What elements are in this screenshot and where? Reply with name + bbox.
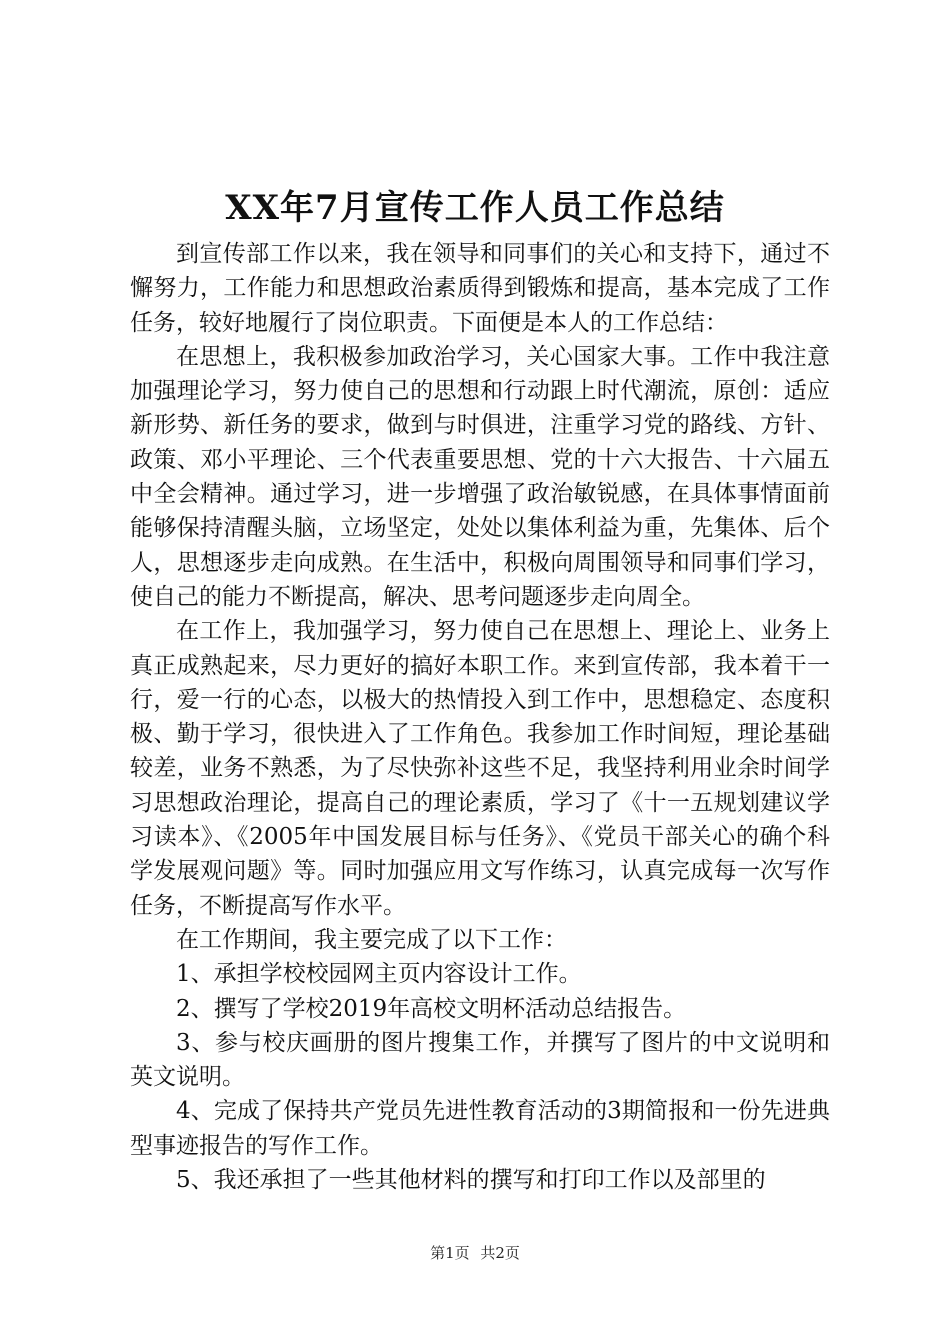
page-footer [0, 1243, 950, 1263]
list-item: 1、承担学校校园网主页内容设计工作。 [176, 961, 582, 988]
list-item: 2、撰写了学校2019年高校文明杯活动总结报告。 [176, 995, 687, 1022]
list-item: 4、完成了保持共产党员先进性教育活动的3期简报和一份先进典型事迹报告的写作工作。 [130, 1098, 830, 1159]
page-total: 共2页 [480, 1244, 520, 1262]
list-item: 5、我还承担了一些其他材料的撰写和打印工作以及部里的 [176, 1167, 766, 1194]
paragraph-intro: 到宣传部工作以来，我在领导和同事们的关心和支持下，通过不懈努力，工作能力和思想政治素质得到锻炼和提高，基本完成了工作任务，较好地履行了岗位职责。下面便是本人的工作总结： [130, 241, 830, 336]
document-body [130, 237, 830, 1197]
list-item: 3、参与校庆画册的图片搜集工作，并撰写了图片的中文说明和英文说明。 [130, 1029, 830, 1091]
paragraph-work: 在工作上，我加强学习，努力使自己在思想上、理论上、业务上真正成熟起来，尽力更好的搞好本职工作。来到宣传部，我本着干一行，爱一行的心态，以极大的热情投入到工作中，思想稳定、态度积极、勤于学习，很快进入了工作角色。我参加工作时间短，理论基础较差，业务不熟悉，为了尽快弥补这些不足，我坚持利用业余时间学习思想政治理论，提高自己的理论素质，学习了《十一五规划建议学习读本》、《2005年中国发展目标与任务》、《党员干部关心的确个科学发展观问题》等。同时加强应用文写作练习，认真完成每一次写作任务，不断提高写作水平。 [130, 618, 830, 919]
document-title: XX年7月宣传工作人员工作总结 [225, 188, 725, 228]
paragraph-tasks-intro: 在工作期间，我主要完成了以下工作： [176, 926, 567, 953]
paragraph-thought: 在思想上，我积极参加政治学习，关心国家大事。工作中我注意加强理论学习，努力使自己的思想和行动跟上时代潮流，原创：适应新形势、新任务的要求，做到与时俱进，注重学习党的路线、方针、政策、邓小平理论、三个代表重要思想、党的十六大报告、十六届五中全会精神。通过学习，进一步增强了政治敏锐感，在具体事情面前能够保持清醒头脑，立场坚定，处处以集体利益为重，先集体、后个人，思想逐步走向成熟。在生活中，积极向周围领导和同事们学习，使自己的能力不断提高，解决、思考问题逐步走向周全。 [130, 343, 830, 610]
page-number: 第1页 [430, 1244, 470, 1262]
